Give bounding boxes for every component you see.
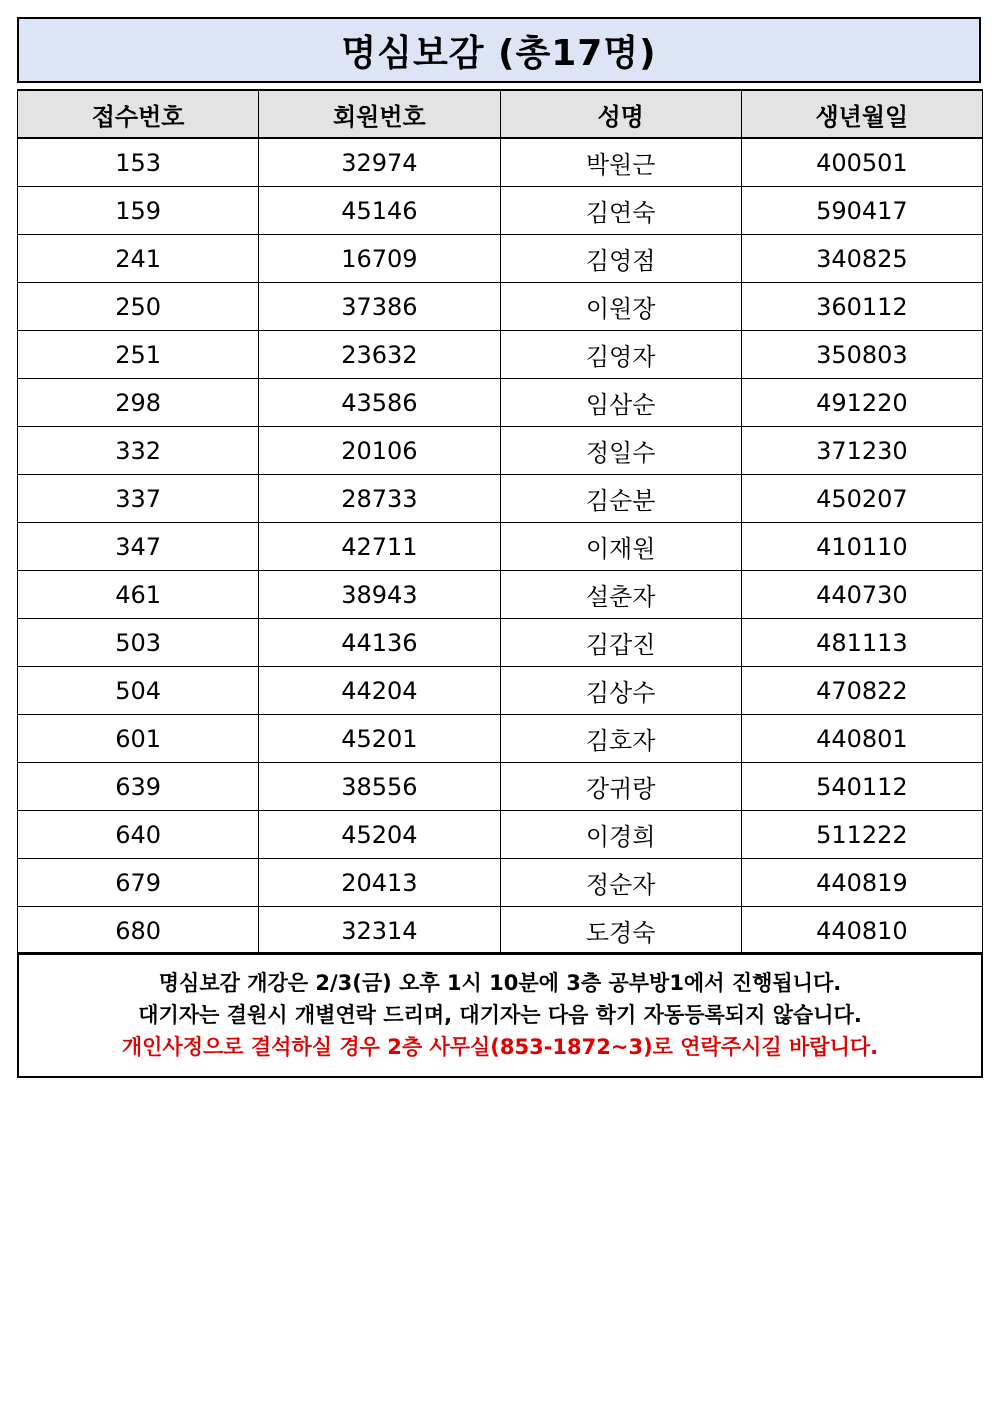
member-no-cell: 20106 (259, 427, 500, 475)
birthdate-cell: 360112 (741, 283, 982, 331)
receipt-no-cell: 159 (18, 187, 259, 235)
name-cell: 박원근 (500, 138, 741, 187)
receipt-no-cell: 347 (18, 523, 259, 571)
receipt-no-cell: 337 (18, 475, 259, 523)
name-cell: 김상수 (500, 667, 741, 715)
member-no-cell: 44204 (259, 667, 500, 715)
name-cell: 김영점 (500, 235, 741, 283)
receipt-no-cell: 241 (18, 235, 259, 283)
table-header-row (18, 90, 983, 138)
member-no-cell: 43586 (259, 379, 500, 427)
table-row (18, 763, 983, 811)
birthdate-cell: 410110 (741, 523, 982, 571)
table-row (18, 475, 983, 523)
name-cell: 이원장 (500, 283, 741, 331)
table-row (18, 187, 983, 235)
receipt-no-cell: 251 (18, 331, 259, 379)
receipt-no-cell: 250 (18, 283, 259, 331)
table-row (18, 715, 983, 763)
receipt-no-cell: 601 (18, 715, 259, 763)
birthdate-cell: 511222 (741, 811, 982, 859)
notice-box (17, 952, 983, 1078)
name-cell: 도경숙 (500, 907, 741, 955)
receipt-no-cell: 332 (18, 427, 259, 475)
member-no-cell: 44136 (259, 619, 500, 667)
name-cell: 강귀랑 (500, 763, 741, 811)
table-row (18, 427, 983, 475)
birthdate-cell: 470822 (741, 667, 982, 715)
notice-line-absence-contact: 개인사정으로 결석하실 경우 2층 사무실(853-1872~3)로 연락주시길 바랍니다. (121, 1035, 879, 1059)
birthdate-cell: 440730 (741, 571, 982, 619)
table-row (18, 283, 983, 331)
receipt-no-cell: 503 (18, 619, 259, 667)
table-row (18, 811, 983, 859)
birthdate-cell: 350803 (741, 331, 982, 379)
birthdate-cell: 491220 (741, 379, 982, 427)
column-header-receipt-no: 접수번호 (18, 90, 259, 138)
column-header-name: 성명 (500, 90, 741, 138)
receipt-no-cell: 680 (18, 907, 259, 955)
birthdate-cell: 590417 (741, 187, 982, 235)
member-no-cell: 42711 (259, 523, 500, 571)
member-no-cell: 45204 (259, 811, 500, 859)
notice-line-waitlist: 대기자는 결원시 개별연락 드리며, 대기자는 다음 학기 자동등록되지 않습니다. (138, 1003, 862, 1027)
birthdate-cell: 540112 (741, 763, 982, 811)
name-cell: 이재원 (500, 523, 741, 571)
table-row (18, 907, 983, 955)
page-title: 명심보감 (총17명) (341, 32, 657, 74)
table-row (18, 235, 983, 283)
table-row (18, 571, 983, 619)
name-cell: 정일수 (500, 427, 741, 475)
table-row (18, 667, 983, 715)
birthdate-cell: 371230 (741, 427, 982, 475)
name-cell: 김순분 (500, 475, 741, 523)
receipt-no-cell: 461 (18, 571, 259, 619)
table-row (18, 379, 983, 427)
column-header-birthdate: 생년월일 (741, 90, 982, 138)
name-cell: 정순자 (500, 859, 741, 907)
table-row (18, 138, 983, 187)
receipt-no-cell: 153 (18, 138, 259, 187)
member-no-cell: 28733 (259, 475, 500, 523)
birthdate-cell: 440819 (741, 859, 982, 907)
name-cell: 김연숙 (500, 187, 741, 235)
name-cell: 김영자 (500, 331, 741, 379)
member-no-cell: 38556 (259, 763, 500, 811)
title-banner (17, 17, 981, 83)
birthdate-cell: 440801 (741, 715, 982, 763)
receipt-no-cell: 640 (18, 811, 259, 859)
receipt-no-cell: 504 (18, 667, 259, 715)
name-cell: 김호자 (500, 715, 741, 763)
member-no-cell: 32974 (259, 138, 500, 187)
roster-table (17, 89, 983, 955)
receipt-no-cell: 679 (18, 859, 259, 907)
member-no-cell: 37386 (259, 283, 500, 331)
table-row (18, 619, 983, 667)
birthdate-cell: 340825 (741, 235, 982, 283)
birthdate-cell: 440810 (741, 907, 982, 955)
column-header-member-no: 회원번호 (259, 90, 500, 138)
name-cell: 이경희 (500, 811, 741, 859)
birthdate-cell: 450207 (741, 475, 982, 523)
birthdate-cell: 481113 (741, 619, 982, 667)
birthdate-cell: 400501 (741, 138, 982, 187)
name-cell: 임삼순 (500, 379, 741, 427)
member-no-cell: 16709 (259, 235, 500, 283)
table-row (18, 859, 983, 907)
receipt-no-cell: 298 (18, 379, 259, 427)
table-row (18, 331, 983, 379)
member-no-cell: 23632 (259, 331, 500, 379)
receipt-no-cell: 639 (18, 763, 259, 811)
notice-line-schedule: 명심보감 개강은 2/3(금) 오후 1시 10분에 3층 공부방1에서 진행됩니다. (158, 971, 842, 995)
member-no-cell: 45146 (259, 187, 500, 235)
name-cell: 김갑진 (500, 619, 741, 667)
table-row (18, 523, 983, 571)
member-no-cell: 20413 (259, 859, 500, 907)
name-cell: 설춘자 (500, 571, 741, 619)
member-no-cell: 45201 (259, 715, 500, 763)
member-no-cell: 38943 (259, 571, 500, 619)
member-no-cell: 32314 (259, 907, 500, 955)
